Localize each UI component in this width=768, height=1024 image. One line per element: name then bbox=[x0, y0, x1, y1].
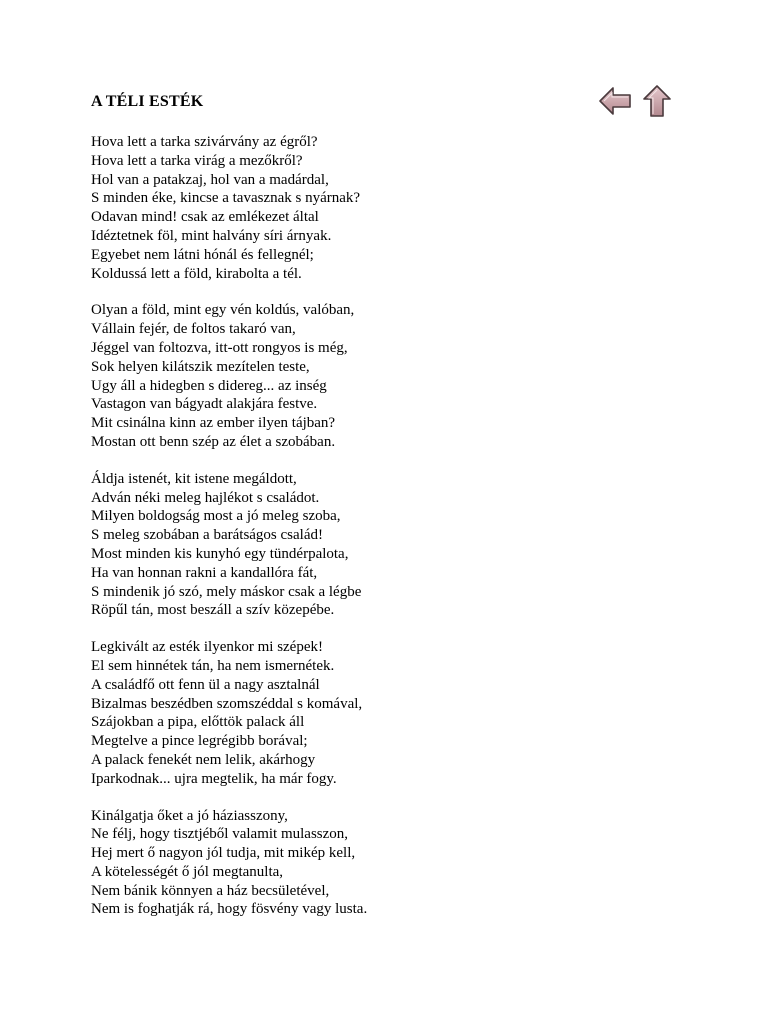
poem-line: S minden éke, kincse a tavasznak s nyárnak? bbox=[91, 190, 361, 207]
poem-line: Milyen boldogság most a jó meleg szoba, bbox=[91, 508, 341, 525]
poem-line: El sem hinnétek tán, ha nem ismernétek. bbox=[91, 657, 335, 674]
poem-line: S meleg szobában a barátságos család! bbox=[91, 527, 323, 544]
poem-line: Ugy áll a hidegben s didereg... az inség bbox=[91, 377, 327, 394]
poem-line: Jéggel van foltozva, itt-ott rongyos is még, bbox=[91, 339, 348, 356]
poem-line: A kötelességét ő jól megtanulta, bbox=[91, 863, 284, 880]
poem-line: Kinálgatja őket a jó háziasszony, bbox=[91, 807, 288, 824]
poem-line: Szájokban a pipa, előttök palack áll bbox=[91, 714, 305, 731]
poem-line: Legkivált az esték ilyenkor mi szépek! bbox=[91, 639, 323, 656]
poem-line: A családfő ott fenn ül a nagy asztalnál bbox=[91, 676, 320, 693]
poem-line: Hova lett a tarka szivárvány az égről? bbox=[91, 134, 318, 150]
arrow-up-icon bbox=[640, 84, 674, 118]
poem-line: Bizalmas beszédben szomszéddal s komával, bbox=[91, 695, 363, 712]
poem-line: Olyan a föld, mint egy vén koldús, valóban, bbox=[91, 302, 355, 319]
poem-line: Mostan ott benn szép az élet a szobában. bbox=[91, 433, 336, 450]
poem-line: Odavan mind! csak az emlékezet által bbox=[91, 209, 319, 226]
poem-stanza bbox=[91, 807, 551, 920]
poem-line: Mit csinálna kinn az ember ilyen tájban? bbox=[91, 415, 336, 432]
poem-stanza bbox=[91, 470, 551, 620]
poem-line: Hej mert ő nagyon jól tudja, mit mikép kell, bbox=[91, 845, 356, 862]
poem-line: Ha van honnan rakni a kandallóra fát, bbox=[91, 564, 318, 581]
poem-title: A TÉLI ESTÉK bbox=[91, 93, 204, 110]
back-button[interactable] bbox=[598, 84, 632, 118]
poem-line: Áldja istenét, kit istene megáldott, bbox=[91, 470, 297, 487]
poem-line: Hol van a patakzaj, hol van a madárdal, bbox=[91, 171, 329, 188]
poem-line: Idéztetnek föl, mint halvány síri árnyak. bbox=[91, 227, 332, 244]
navigation-buttons bbox=[598, 84, 676, 118]
poem-line: Ne félj, hogy tisztjéből valamit mulasszon, bbox=[91, 826, 349, 843]
poem-stanza bbox=[91, 133, 551, 283]
up-button[interactable] bbox=[640, 84, 674, 118]
poem-line: Vastagon van bágyadt alakjára festve. bbox=[91, 396, 318, 413]
poem-line: Vállain fejér, de foltos takaró van, bbox=[91, 321, 296, 338]
poem-body bbox=[91, 133, 551, 937]
poem-line: Iparkodnak... ujra megtelik, ha már fogy. bbox=[91, 770, 337, 787]
arrow-left-icon bbox=[598, 84, 632, 118]
poem-line: Egyebet nem látni hónál és fellegnél; bbox=[91, 246, 314, 263]
poem-line: A palack fenekét nem lelik, akárhogy bbox=[91, 751, 316, 768]
poem-line: Nem bánik könnyen a ház becsületével, bbox=[91, 882, 330, 899]
poem-line: Adván néki meleg hajlékot s családot. bbox=[91, 489, 320, 506]
poem-line: Most minden kis kunyhó egy tündérpalota, bbox=[91, 545, 349, 562]
poem-stanza bbox=[91, 638, 551, 788]
poem-line: S mindenik jó szó, mely máskor csak a légbe bbox=[91, 583, 362, 600]
poem-line: Koldussá lett a föld, kirabolta a tél. bbox=[91, 265, 302, 282]
poem-line: Röpűl tán, most beszáll a szív közepébe. bbox=[91, 602, 335, 619]
poem-line: Sok helyen kilátszik mezítelen teste, bbox=[91, 358, 310, 375]
poem-line: Nem is foghatják rá, hogy fösvény vagy lusta. bbox=[91, 901, 368, 918]
poem-line: Hova lett a tarka virág a mezőkről? bbox=[91, 152, 303, 169]
poem-stanza bbox=[91, 301, 551, 451]
poem-line: Megtelve a pince legrégibb borával; bbox=[91, 733, 308, 750]
